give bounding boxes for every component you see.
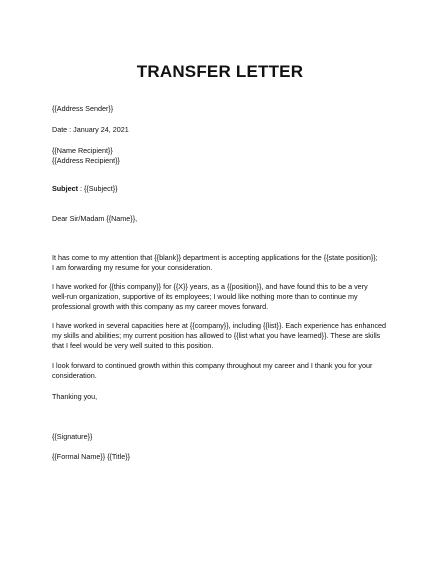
paragraph-line: I look forward to continued growth within this company throughout my career and I thank you for your (52, 361, 373, 370)
paragraph-2 (52, 282, 396, 313)
paragraph-line: consideration. (52, 371, 97, 381)
paragraph-line: I have worked in several capacities here at {{company}}, including {{list}}. Each experience has enhanced (52, 321, 387, 330)
subject-label: Subject (52, 184, 78, 193)
recipient-address: {{Address Recipient}} (52, 156, 120, 166)
signature-placeholder: {{Signature}} (52, 432, 93, 441)
paragraph-3 (52, 321, 396, 352)
paragraph-4 (52, 361, 396, 381)
paragraph-line: my skills and abilities; my current position has allowed to {{list what you have learned}}. These are skills (52, 331, 381, 341)
recipient-name: {{Name Recipient}} (52, 146, 113, 155)
recipient-block (52, 146, 396, 166)
formal-name-title: {{Formal Name}} {{Title}} (52, 452, 131, 461)
sender-address: {{Address Sender}} (52, 104, 114, 113)
paragraph-line: I have worked for {{this company}} for {{X}} years, as a {{position}}, and have found this to be a very (52, 282, 368, 291)
paragraph-line: well-run organization, supportive of its employees; I would like nothing more than to continue my (52, 292, 358, 302)
subject-value: : {{Subject}} (77, 184, 118, 193)
paragraph-1 (52, 253, 396, 273)
paragraph-line: professional growth with this company as my career moves forward. (52, 302, 269, 312)
salutation: Dear Sir/Madam {{Name}}, (52, 214, 138, 223)
closing: Thanking you, (52, 392, 98, 401)
paragraph-line: that I feel would be very well suited to this position. (52, 341, 214, 351)
letter-date: Date : January 24, 2021 (52, 125, 129, 134)
subject-line (52, 184, 396, 194)
paragraph-line: I am forwarding my resume for your consideration. (52, 263, 213, 273)
paragraph-line: It has come to my attention that {{blank}} department is accepting applications for the {{state position}}; (52, 253, 378, 262)
letter-title: TRANSFER LETTER (136, 62, 304, 81)
